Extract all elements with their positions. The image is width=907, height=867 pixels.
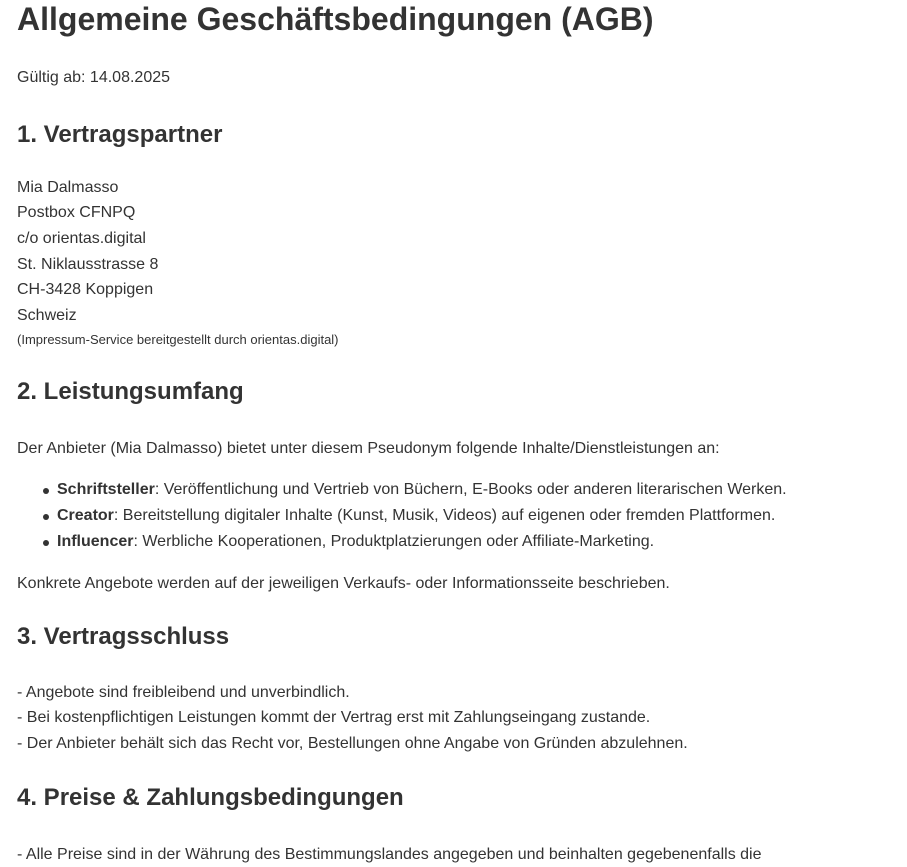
valid-from-date: Gültig ab: 14.08.2025 (17, 69, 171, 87)
term-line: - Alle Preise sind in der Währung des Bestimmungslandes angegeben und beinhalten gegebenenfalls die (17, 845, 762, 863)
address-line: c/o orientas.digital (17, 229, 146, 247)
term-line: - Bei kostenpflichtigen Leistungen kommt der Vertrag erst mit Zahlungseingang zustande. (17, 709, 651, 727)
contract-terms (17, 680, 890, 757)
service-description: : Veröffentlichung und Vertrieb von Büchern, E-Books oder anderen literarischen Werken. (154, 481, 787, 499)
section-heading-leistungsumfang: 2. Leistungsumfang (17, 377, 244, 405)
services-closing: Konkrete Angebote werden auf der jeweiligen Verkaufs- oder Informationsseite beschrieben. (17, 575, 670, 593)
page-title: Allgemeine Geschäftsbedingungen (AGB) (17, 1, 654, 37)
impressum-service-note: (Impressum-Service bereitgestellt durch orientas.digital) (17, 332, 339, 348)
list-item (57, 477, 890, 503)
term-line: - Der Anbieter behält sich das Recht vor, Bestellungen ohne Angabe von Gründen abzulehnen. (17, 735, 688, 753)
services-list (17, 477, 890, 555)
section-heading-vertragspartner: 1. Vertragspartner (17, 120, 223, 148)
term-line: - Angebote sind freibleibend und unverbindlich. (17, 683, 350, 701)
list-item (57, 529, 890, 555)
address-line: St. Niklausstrasse 8 (17, 255, 159, 273)
service-term: Influencer (57, 533, 134, 551)
list-item (57, 503, 890, 529)
services-intro: Der Anbieter (Mia Dalmasso) bietet unter diesem Pseudonym folgende Inhalte/Dienstleistungen an: (17, 439, 720, 457)
service-term: Creator (57, 507, 114, 525)
address-line: Mia Dalmasso (17, 178, 119, 196)
section-heading-preise: 4. Preise & Zahlungsbedingungen (17, 784, 404, 812)
service-description: : Bereitstellung digitaler Inhalte (Kunst, Musik, Videos) auf eigenen oder fremden Plattformen. (113, 507, 776, 525)
address-line: Postbox CFNPQ (17, 204, 136, 222)
service-description: : Werbliche Kooperationen, Produktplatzierungen oder Affiliate-Marketing. (133, 533, 655, 551)
address-line: Schweiz (17, 306, 77, 324)
section-heading-vertragsschluss: 3. Vertragsschluss (17, 622, 230, 650)
service-term: Schriftsteller (57, 481, 155, 499)
address-line: CH-3428 Koppigen (17, 281, 154, 299)
price-terms (17, 842, 890, 867)
address-block (17, 175, 890, 350)
